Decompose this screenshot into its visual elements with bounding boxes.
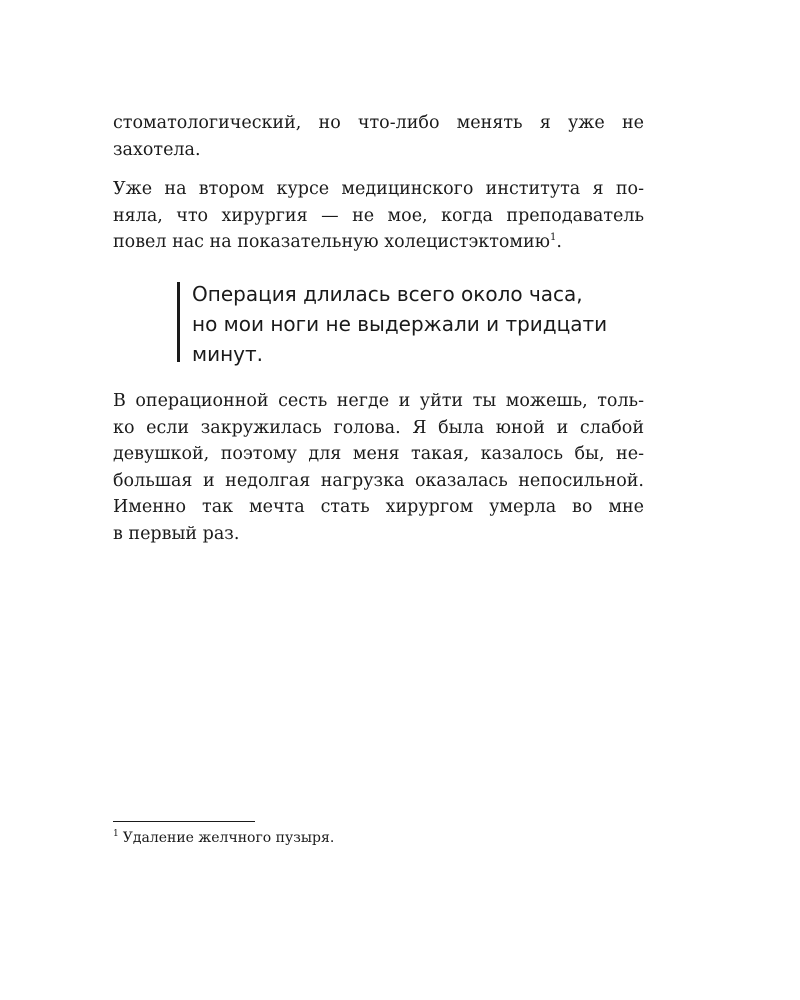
paragraph-line: повел нас на показательную холецистэктомию xyxy=(113,232,550,252)
paragraph-line: няла, что хирургия — не мое, когда преподаватель xyxy=(113,205,644,226)
pull-quote-line: минут. xyxy=(192,342,264,366)
paragraph-3 xyxy=(113,388,644,547)
footnote-marker: 1 xyxy=(113,829,119,840)
footnote-reference[interactable]: 1 xyxy=(549,232,557,244)
pull-quote-line: но мои ноги не выдержали и тридцати xyxy=(192,312,608,336)
paragraph-2 xyxy=(113,176,644,256)
pull-quote xyxy=(177,282,662,366)
paragraph-line: Именно так мечта стать хирургом умерла во мне xyxy=(113,497,644,517)
pull-quote-line: Операция длилась всего около часа, xyxy=(192,282,583,306)
paragraph-line: стоматологический, но что-либо менять я уже не xyxy=(113,113,644,133)
paragraph-line: девушкой, поэтому для меня такая, казалось бы, не- xyxy=(113,444,644,464)
paragraph-1 xyxy=(113,110,644,163)
paragraph-line: Уже на втором курсе медицинского института я по- xyxy=(113,179,644,199)
sentence-end: . xyxy=(556,232,562,252)
paragraph-line: в первый раз. xyxy=(113,523,240,544)
paragraph-line: захотела. xyxy=(113,139,201,160)
paragraph-line-with-footnote xyxy=(113,229,644,256)
footnote xyxy=(113,828,334,848)
paragraph-line: ко если закружилась голова. Я была юной и слабой xyxy=(113,417,644,438)
footnote-text: Удаление желчного пузыря. xyxy=(122,830,335,846)
footnote-divider xyxy=(113,821,255,822)
paragraph-line: большая и недолгая нагрузка оказалась непосильной. xyxy=(113,470,644,491)
paragraph-line: В операционной сесть негде и уйти ты можешь, толь- xyxy=(113,391,644,411)
